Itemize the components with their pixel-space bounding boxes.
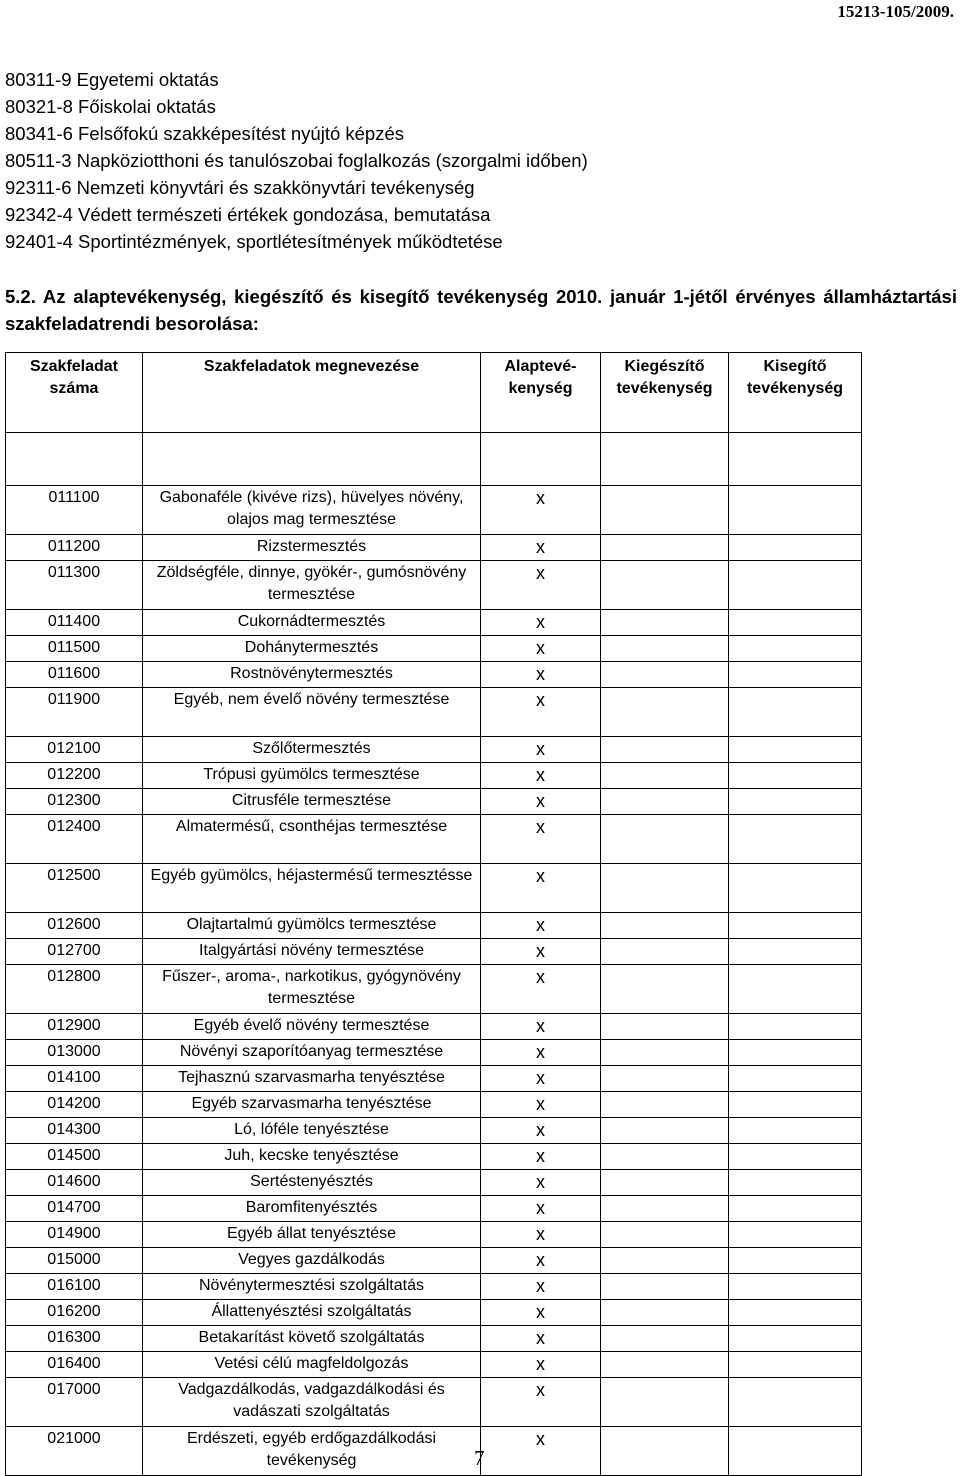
cell-core: x xyxy=(481,1352,601,1378)
cell-name: Egyéb, nem évelő növény termesztése xyxy=(143,688,481,737)
activity-item: 92401-4 Sportintézmények, sportlétesítmények működtetése xyxy=(5,231,503,252)
cell-auxiliary xyxy=(729,1066,862,1092)
cell-name: Erdészeti, egyéb erdőgazdálkodási tevékenység xyxy=(143,1427,481,1476)
cell-name: Baromfitenyésztés xyxy=(143,1196,481,1222)
cell-code: 016400 xyxy=(6,1352,143,1378)
table-row xyxy=(6,1352,862,1378)
table-row xyxy=(6,688,862,737)
cell-auxiliary xyxy=(729,1222,862,1248)
cell-name: Gabonaféle (kivéve rizs), hüvelyes növény, olajos mag termesztése xyxy=(143,486,481,535)
cell-core: x xyxy=(481,688,601,737)
cell-name: Ló, lóféle tenyésztése xyxy=(143,1118,481,1144)
cell-name: Trópusi gyümölcs termesztése xyxy=(143,763,481,789)
cell-core: x xyxy=(481,864,601,913)
cell-supplementary xyxy=(601,1378,729,1427)
cell-code: 016100 xyxy=(6,1274,143,1300)
cell-auxiliary xyxy=(729,1118,862,1144)
section-heading: 5.2. Az alaptevékenység, kiegészítő és kisegítő tevékenység 2010. január 1-jétől érvényes államháztartási szakfeladatrendi besorolása: xyxy=(5,286,957,334)
cell-code: 014700 xyxy=(6,1196,143,1222)
cell-name: Almatermésű, csonthéjas termesztése xyxy=(143,815,481,864)
cell-auxiliary xyxy=(729,662,862,688)
cell-auxiliary xyxy=(729,636,862,662)
cell-core: x xyxy=(481,1222,601,1248)
cell-supplementary xyxy=(601,1427,729,1476)
cell-name: Vadgazdálkodás, vadgazdálkodási és vadászati szolgáltatás xyxy=(143,1378,481,1427)
document-id: 15213-105/2009. xyxy=(837,2,954,21)
cell-code: 011100 xyxy=(6,486,143,535)
cell-core: x xyxy=(481,965,601,1014)
cell-code: 012900 xyxy=(6,1014,143,1040)
cell-core: x xyxy=(481,610,601,636)
cell-auxiliary xyxy=(729,535,862,561)
cell-auxiliary xyxy=(729,1014,862,1040)
cell-auxiliary xyxy=(729,737,862,763)
cell-auxiliary xyxy=(729,763,862,789)
table-row xyxy=(6,486,862,535)
table-row xyxy=(6,864,862,913)
cell-core: x xyxy=(481,1274,601,1300)
table-row xyxy=(6,1222,862,1248)
table-row xyxy=(6,1066,862,1092)
cell-name: Növényi szaporítóanyag termesztése xyxy=(143,1040,481,1066)
cell-core: x xyxy=(481,737,601,763)
cell-code: 012100 xyxy=(6,737,143,763)
cell-core: x xyxy=(481,486,601,535)
cell-code: 017000 xyxy=(6,1378,143,1427)
cell-core: x xyxy=(481,763,601,789)
cell-name: Rizstermesztés xyxy=(143,535,481,561)
activity-item: 92342-4 Védett természeti értékek gondozása, bemutatása xyxy=(5,204,491,225)
cell-name: Zöldségféle, dinnye, gyökér-, gumósnövény termesztése xyxy=(143,561,481,610)
cell-code: 014500 xyxy=(6,1144,143,1170)
cell-code: 016200 xyxy=(6,1300,143,1326)
cell-supplementary xyxy=(601,789,729,815)
cell-supplementary xyxy=(601,1144,729,1170)
cell-core: x xyxy=(481,1170,601,1196)
cell-auxiliary xyxy=(729,1092,862,1118)
table-body xyxy=(6,433,862,1476)
cell-core: x xyxy=(481,789,601,815)
cell-name: Juh, kecske tenyésztése xyxy=(143,1144,481,1170)
table-row xyxy=(6,535,862,561)
cell-supplementary xyxy=(601,1014,729,1040)
cell-auxiliary xyxy=(729,561,862,610)
cell-name: Egyéb szarvasmarha tenyésztése xyxy=(143,1092,481,1118)
cell-name: Egyéb állat tenyésztése xyxy=(143,1222,481,1248)
table-row xyxy=(6,1144,862,1170)
table-row xyxy=(6,662,862,688)
cell-core: x xyxy=(481,1248,601,1274)
cell-supplementary xyxy=(601,486,729,535)
cell-code: 011400 xyxy=(6,610,143,636)
cell-auxiliary xyxy=(729,1144,862,1170)
cell-supplementary xyxy=(601,1196,729,1222)
cell-code: 014600 xyxy=(6,1170,143,1196)
cell-name: Rostnövénytermesztés xyxy=(143,662,481,688)
cell-supplementary xyxy=(601,939,729,965)
table-row xyxy=(6,1427,862,1476)
header-supplementary: Kiegészítő tevékenység xyxy=(601,353,729,433)
cell-code: 011900 xyxy=(6,688,143,737)
cell-supplementary xyxy=(601,1040,729,1066)
cell-auxiliary xyxy=(729,1274,862,1300)
cell-auxiliary xyxy=(729,1040,862,1066)
cell-code: 015000 xyxy=(6,1248,143,1274)
cell-auxiliary xyxy=(729,486,862,535)
cell-code: 013000 xyxy=(6,1040,143,1066)
cell-name: Betakarítást követő szolgáltatás xyxy=(143,1326,481,1352)
cell-name: Egyéb évelő növény termesztése xyxy=(143,1014,481,1040)
cell-core: x xyxy=(481,1326,601,1352)
cell-auxiliary xyxy=(729,1427,862,1476)
cell-core: x xyxy=(481,1040,601,1066)
cell-auxiliary xyxy=(729,1300,862,1326)
page-number: 7 xyxy=(474,1446,485,1470)
table-row xyxy=(6,1040,862,1066)
cell-code: 011600 xyxy=(6,662,143,688)
cell-name: Tejhasznú szarvasmarha tenyésztése xyxy=(143,1066,481,1092)
cell-supplementary xyxy=(601,1300,729,1326)
cell-supplementary xyxy=(601,1222,729,1248)
table-row xyxy=(6,913,862,939)
cell-name: Dohánytermesztés xyxy=(143,636,481,662)
table-row xyxy=(6,789,862,815)
table-row xyxy=(6,636,862,662)
cell-core: x xyxy=(481,636,601,662)
cell-core: x xyxy=(481,662,601,688)
cell-supplementary xyxy=(601,1170,729,1196)
cell-code: 011300 xyxy=(6,561,143,610)
table-row xyxy=(6,1378,862,1427)
cell-supplementary xyxy=(601,688,729,737)
cell-name: Vetési célú magfeldolgozás xyxy=(143,1352,481,1378)
header-auxiliary: Kisegítő tevékenység xyxy=(729,353,862,433)
table-row xyxy=(6,1274,862,1300)
table-row xyxy=(6,737,862,763)
cell-supplementary xyxy=(601,1326,729,1352)
cell-code: 012600 xyxy=(6,913,143,939)
header-code: Szakfeladat száma xyxy=(6,353,143,433)
cell-code: 014200 xyxy=(6,1092,143,1118)
cell-code: 014900 xyxy=(6,1222,143,1248)
cell-code: 012300 xyxy=(6,789,143,815)
activity-item: 80311-9 Egyetemi oktatás xyxy=(5,69,219,90)
cell-name: Italgyártási növény termesztése xyxy=(143,939,481,965)
cell-auxiliary xyxy=(729,1326,862,1352)
cell-code: 014100 xyxy=(6,1066,143,1092)
cell-auxiliary xyxy=(729,1196,862,1222)
table-row xyxy=(6,1092,862,1118)
cell-core: x xyxy=(481,1378,601,1427)
cell-auxiliary xyxy=(729,688,862,737)
cell-supplementary xyxy=(601,662,729,688)
cell-supplementary xyxy=(601,737,729,763)
cell-auxiliary xyxy=(729,1248,862,1274)
cell-code: 011500 xyxy=(6,636,143,662)
cell-name: Fűszer-, aroma-, narkotikus, gyógynövény termesztése xyxy=(143,965,481,1014)
cell-name: Növénytermesztési szolgáltatás xyxy=(143,1274,481,1300)
cell-supplementary xyxy=(601,1274,729,1300)
cell-auxiliary xyxy=(729,965,862,1014)
cell-auxiliary xyxy=(729,1352,862,1378)
cell-supplementary xyxy=(601,1066,729,1092)
cell-name: Állattenyésztési szolgáltatás xyxy=(143,1300,481,1326)
cell-core: x xyxy=(481,1014,601,1040)
table-header-row xyxy=(6,353,862,433)
cell-supplementary xyxy=(601,1092,729,1118)
activity-item: 80341-6 Felsőfokú szakképesítést nyújtó képzés xyxy=(5,123,405,144)
cell-auxiliary xyxy=(729,913,862,939)
cell-supplementary xyxy=(601,864,729,913)
table-row xyxy=(6,1170,862,1196)
cell-name: Olajtartalmú gyümölcs termesztése xyxy=(143,913,481,939)
cell-core: x xyxy=(481,1427,601,1476)
activity-item: 80511-3 Napköziotthoni és tanulószobai foglalkozás (szorgalmi időben) xyxy=(5,150,588,171)
cell-supplementary xyxy=(601,610,729,636)
table-row xyxy=(6,763,862,789)
cell-core: x xyxy=(481,939,601,965)
cell-auxiliary xyxy=(729,939,862,965)
cell-core: x xyxy=(481,561,601,610)
cell-name: Sertéstenyésztés xyxy=(143,1170,481,1196)
cell-code: 012500 xyxy=(6,864,143,913)
cell-core: x xyxy=(481,1066,601,1092)
cell-name: Vegyes gazdálkodás xyxy=(143,1248,481,1274)
cell-core: x xyxy=(481,1144,601,1170)
table-row xyxy=(6,1118,862,1144)
cell-core: x xyxy=(481,1300,601,1326)
cell-core: x xyxy=(481,1118,601,1144)
cell-code: 012800 xyxy=(6,965,143,1014)
table-row xyxy=(6,561,862,610)
cell-name: Szőlőtermesztés xyxy=(143,737,481,763)
table-row xyxy=(6,815,862,864)
cell-supplementary xyxy=(601,815,729,864)
table-row xyxy=(6,1248,862,1274)
table-row xyxy=(6,1300,862,1326)
cell-supplementary xyxy=(601,913,729,939)
cell-supplementary xyxy=(601,1118,729,1144)
table-row xyxy=(6,1326,862,1352)
cell-auxiliary xyxy=(729,864,862,913)
cell-supplementary xyxy=(601,763,729,789)
cell-supplementary xyxy=(601,535,729,561)
cell-code: 014300 xyxy=(6,1118,143,1144)
activity-list xyxy=(5,66,588,255)
header-name: Szakfeladatok megnevezése xyxy=(143,353,481,433)
cell-code: 021000 xyxy=(6,1427,143,1476)
cell-code: 012400 xyxy=(6,815,143,864)
cell-name: Cukornádtermesztés xyxy=(143,610,481,636)
table-row xyxy=(6,610,862,636)
classification-table xyxy=(5,352,862,1476)
cell-core: x xyxy=(481,535,601,561)
cell-supplementary xyxy=(601,636,729,662)
cell-auxiliary xyxy=(729,1378,862,1427)
cell-auxiliary xyxy=(729,789,862,815)
table-row xyxy=(6,1196,862,1222)
activity-item: 80321-8 Főiskolai oktatás xyxy=(5,96,216,117)
table-row xyxy=(6,939,862,965)
table-row xyxy=(6,965,862,1014)
activity-item: 92311-6 Nemzeti könyvtári és szakkönyvtári tevékenység xyxy=(5,177,475,198)
cell-auxiliary xyxy=(729,815,862,864)
cell-code: 016300 xyxy=(6,1326,143,1352)
cell-core: x xyxy=(481,1092,601,1118)
table-spacer-row xyxy=(6,433,862,486)
cell-core: x xyxy=(481,815,601,864)
cell-name: Citrusféle termesztése xyxy=(143,789,481,815)
cell-supplementary xyxy=(601,965,729,1014)
cell-supplementary xyxy=(601,1352,729,1378)
cell-code: 011200 xyxy=(6,535,143,561)
cell-name: Egyéb gyümölcs, héjastermésű termesztésse xyxy=(143,864,481,913)
cell-auxiliary xyxy=(729,610,862,636)
cell-auxiliary xyxy=(729,1170,862,1196)
header-core: Alaptevé-kenység xyxy=(481,353,601,433)
cell-supplementary xyxy=(601,1248,729,1274)
cell-core: x xyxy=(481,1196,601,1222)
cell-supplementary xyxy=(601,561,729,610)
table-row xyxy=(6,1014,862,1040)
cell-code: 012200 xyxy=(6,763,143,789)
cell-core: x xyxy=(481,913,601,939)
cell-code: 012700 xyxy=(6,939,143,965)
